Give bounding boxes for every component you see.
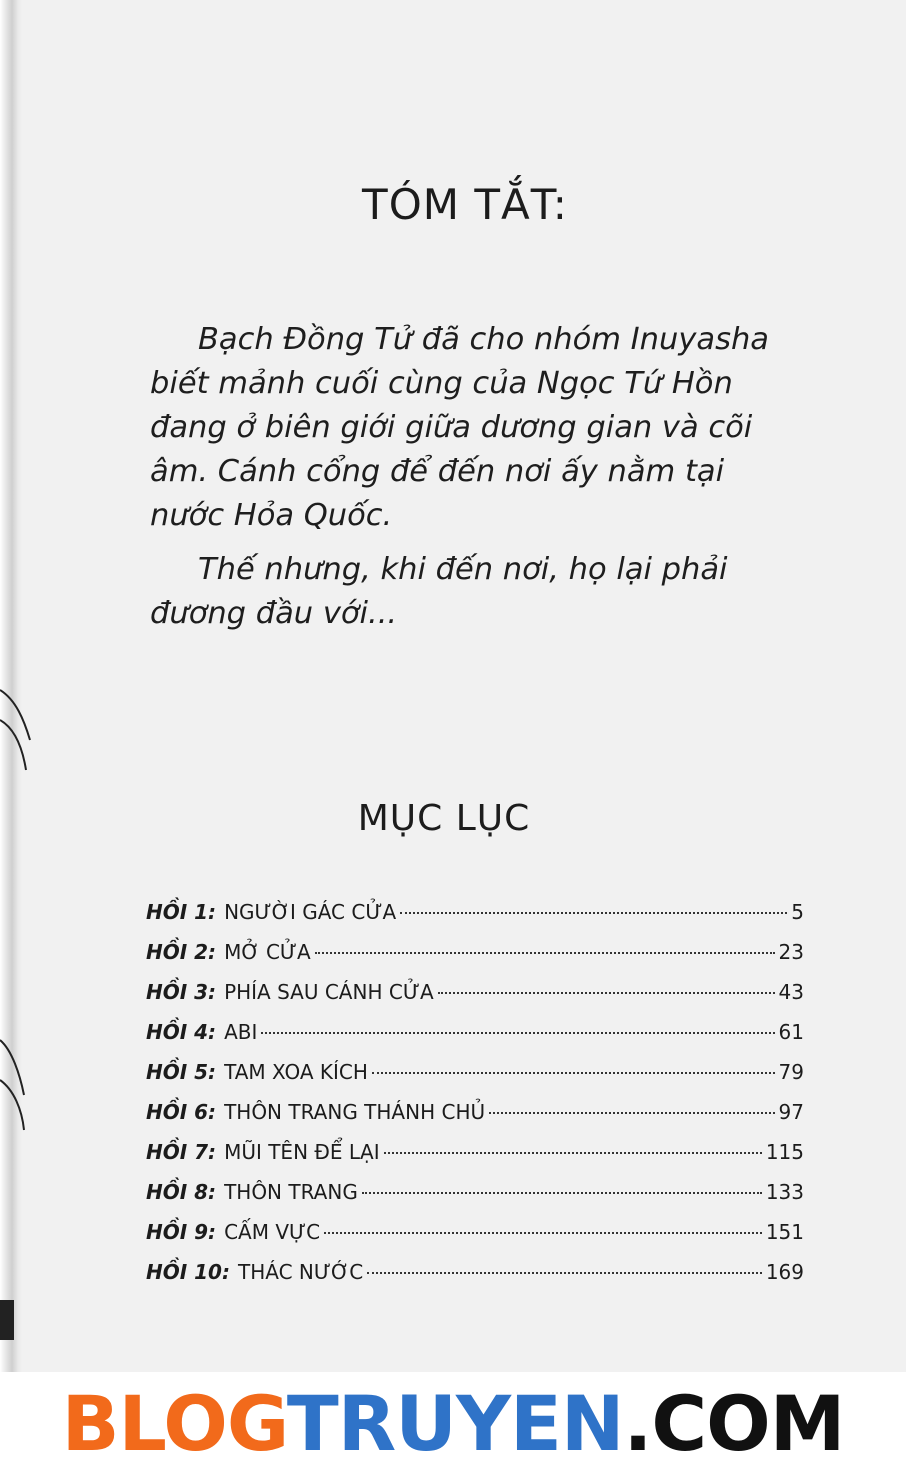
chapter-name: CẤM VỰC [224,1220,321,1244]
chapter-name: PHÍA SAU CÁNH CỬA [224,980,434,1004]
toc-entry [146,1260,804,1300]
chapter-name: MỞ CỬA [224,940,311,964]
chapter-page: 169 [765,1260,804,1284]
chapter-number: HỒI 5: [146,1060,217,1084]
logo-part-truyen: TRUYEN [286,1379,624,1468]
chapter-name: THÔN TRANG THÁNH CHỦ [224,1100,486,1124]
dot-leader [489,1112,774,1114]
logo-part-blog: BLOG [61,1379,287,1468]
toc-entry [146,1020,804,1060]
toc-entry [146,1060,804,1100]
chapter-page: 61 [778,1020,804,1044]
chapter-number: HỒI 8: [146,1180,217,1204]
chapter-number: HỒI 9: [146,1220,217,1244]
chapter-page: 43 [778,980,804,1004]
chapter-number: HỒI 7: [146,1140,217,1164]
chapter-page: 133 [765,1180,804,1204]
dot-leader [362,1192,762,1194]
table-of-contents [146,900,804,1300]
chapter-name: NGƯỜI GÁC CỬA [224,900,397,924]
site-logo [0,1380,906,1468]
summary-title: TÓM TẮT: [362,180,568,229]
chapter-number: HỒI 3: [146,980,217,1004]
chapter-name: THÁC NƯỚC [237,1260,364,1284]
chapter-name: ABI [224,1020,258,1044]
chapter-name: THÔN TRANG [224,1180,358,1204]
dot-leader [324,1232,762,1234]
dot-leader [438,992,775,994]
chapter-page: 115 [765,1140,804,1164]
chapter-page: 97 [778,1100,804,1124]
chapter-page: 151 [765,1220,804,1244]
chapter-page: 79 [778,1060,804,1084]
toc-entry [146,1100,804,1140]
dot-leader [372,1072,775,1074]
toc-entry [146,1140,804,1180]
toc-entry [146,900,804,940]
dot-leader [315,952,775,954]
toc-entry [146,980,804,1020]
watermark-banner [0,1372,906,1474]
chapter-number: HỒI 6: [146,1100,217,1124]
logo-part-com: .COM [623,1379,845,1468]
toc-title: MỤC LỤC [357,798,531,839]
summary-paragraph: Thế nhưng, khi đến nơi, họ lại phải đương đầu với... [150,552,728,631]
dot-leader [367,1272,762,1274]
dot-leader [261,1032,774,1034]
summary-text [150,318,800,646]
toc-entry [146,940,804,980]
summary-paragraph: Bạch Đồng Tử đã cho nhóm Inuyasha biết mảnh cuối cùng của Ngọc Tứ Hồn đang ở biên giới giữa dương gian và cõi âm. Cánh cổng để đến nơi ấy nằm tại nước Hỏa Quốc. [150,322,769,533]
dot-leader [384,1152,762,1154]
chapter-number: HỒI 10: [146,1260,230,1284]
toc-entry [146,1220,804,1260]
toc-entry [146,1180,804,1220]
chapter-name: MŨI TÊN ĐỂ LẠI [224,1140,380,1164]
chapter-number: HỒI 2: [146,940,217,964]
dot-leader [400,912,787,914]
chapter-number: HỒI 1: [146,900,217,924]
chapter-page: 5 [791,900,804,924]
chapter-number: HỒI 4: [146,1020,217,1044]
chapter-name: TAM XOA KÍCH [224,1060,368,1084]
chapter-page: 23 [778,940,804,964]
